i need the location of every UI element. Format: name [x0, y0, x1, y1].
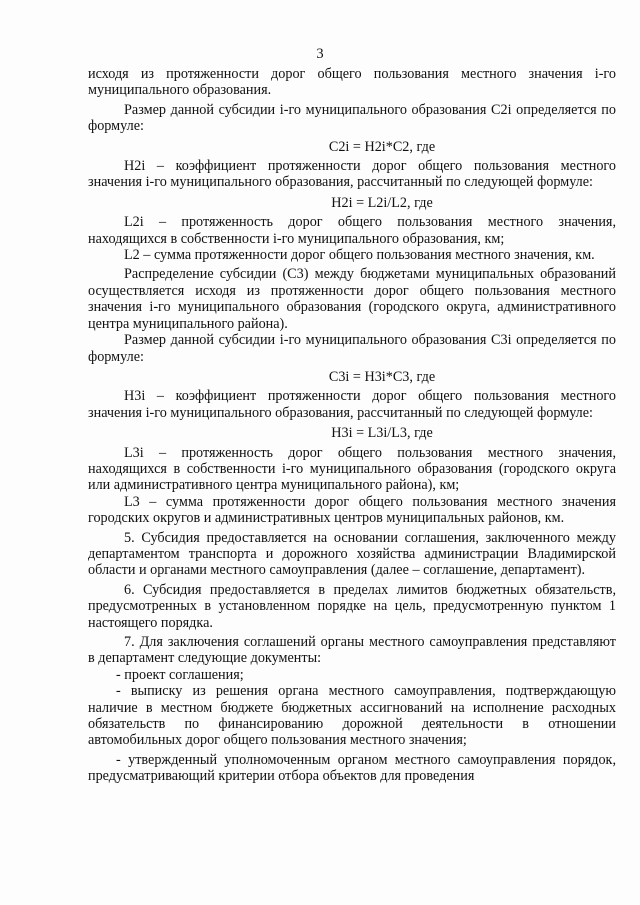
- paragraph: исходя из протяженности дорог общего пользования местного значения i-го муниципального образования.: [88, 66, 616, 99]
- paragraph: Размер данной субсидии i-го муниципального образования C3i определяется по формуле:: [88, 332, 616, 365]
- formula: H3i = L3i/L3, где: [331, 425, 433, 442]
- paragraph: 5. Субсидия предоставляется на основании соглашения, заключенного между департаментом транспорта и дорожного хозяйства администрации Владимирской области и органами местного самоуправления (далее – соглашение, департамент).: [88, 529, 616, 579]
- paragraph: L3i – протяженность дорог общего пользования местного значения, находящихся в собственности i-го муниципального образования (городского округа или административного центра муниципального района), км;: [88, 444, 616, 494]
- document-body: [88, 66, 616, 785]
- formula: C2i = H2i*C2, где: [328, 138, 436, 155]
- formula: H2i = L2i/L2, где: [331, 194, 433, 211]
- paragraph: 6. Субсидия предоставляется в пределах лимитов бюджетных обязательств, предусмотренных в установленном порядке на цель, предусмотренную пунктом 1 настоящего порядка.: [88, 581, 616, 631]
- list-item: - проект соглашения;: [116, 666, 244, 683]
- paragraph: L2i – протяженность дорог общего пользования местного значения, находящихся в собственности i-го муниципального образования, км;: [88, 214, 616, 247]
- paragraph: Распределение субсидии (C3) между бюджетами муниципальных образований осуществляется исходя из протяженности дорог общего пользования местного значения i-го муниципального образования (городского округа, административного центра муниципального района).: [88, 266, 616, 332]
- paragraph: H2i – коэффициент протяженности дорог общего пользования местного значения i-го муниципального образования, рассчитанный по следующей формуле:: [88, 158, 616, 191]
- paragraph: Размер данной субсидии i-го муниципального образования C2i определяется по формуле:: [88, 101, 616, 135]
- list-item: - утвержденный уполномоченным органом местного самоуправления порядок, предусматривающий критерии отбора объектов для проведения: [88, 751, 616, 785]
- paragraph: L2 – сумма протяженности дорог общего пользования местного значения, км.: [124, 247, 595, 264]
- list-item: - выписку из решения органа местного самоуправления, подтверждающую наличие в местном бюджете бюджетных ассигнований на исполнение расходных обязательств по финансированию дорожной деятельности в отношении автомобильных дорог общего пользования местного значения;: [88, 683, 616, 749]
- paragraph: 7. Для заключения соглашений органы местного самоуправления представляют в департамент следующие документы:: [88, 634, 616, 667]
- formula: C3i = H3i*C3, где: [328, 368, 436, 385]
- page-number: 3: [316, 46, 324, 62]
- paragraph: L3 – сумма протяженности дорог общего пользования местного значения городских округов и административных центров муниципальных районов, км.: [88, 493, 616, 527]
- paragraph: H3i – коэффициент протяженности дорог общего пользования местного значения i-го муниципального образования, рассчитанный по следующей формуле:: [88, 388, 616, 421]
